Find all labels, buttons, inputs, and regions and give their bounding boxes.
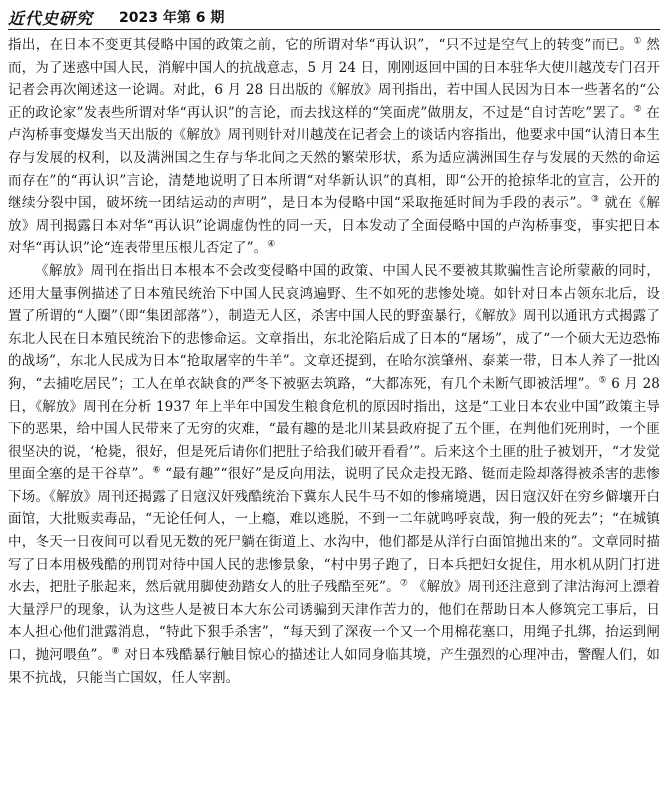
footnote-marker: ① [633,36,642,47]
paragraph-text: 指出，在日本不变更其侵略中国的政策之前，它的所谓对华“再认识”，“只不过是空气上的转变”而已。 [8,37,634,53]
issue-label: 2023 年第 6 期 [119,10,225,26]
journal-title: 近代史研究 [8,8,94,28]
paragraph-text: 《解放》周刊在指出日本根本不会改变侵略中国的政策、中国人民不要被其欺骗性言论所蒙蔽的同时，还用大量事例描述了日本殖民统治下中国人民哀鸿遍野、生不如死的悲惨处境。如针对日本占领东北后，设置了所谓的“人圈”（即“集团部落”），制造无人区，杀害中国人民的野蛮暴行，《解放》周刊以通讯方式揭露了东北人民在日本殖民统治下的悲惨命运。文章指出，东北沦陷后成了日本的“屠场”，成了“一个硕大无边恐怖的战场”，东北人民成为日本“抢取屠宰的牛羊”。文章还提到，在哈尔滨肇州、泰莱一带，日本人养了一批凶狗，“去捕吃居民”；工人在单衣缺食的严冬下被驱去筑路，“大都冻死，有几个未断气即被活埋”。 [8,262,660,392]
article-body [8,34,660,689]
paragraph-text: 6 月 28 日，《解放》周刊在分析 1937 年上半年中国发生粮食危机的原因时指出，这是“工业日本农业中国”政策主导下的恶果，给中国人民带来了无穷的灾难，“最有趣的是北川某县政府捉了五个匪，在判他们死刑时，一个匪很坚决的说，‘枪毙，很好，但是死后请你们把肚子给我们破开看看’”。后来这个土匪的肚子被划开，“才发觉里面全塞的是干谷草”。 [8,375,660,483]
paragraph-text: 对日本残酷暴行触目惊心的描述让人如同身临其境，产生强烈的心理冲击，警醒人们，如果不抗战，只能当亡国奴，任人宰割。 [8,647,660,686]
paragraph-text: 就在《解放》周刊揭露日本对华“再认识”论调虚伪性的同一天，日本发动了全面侵略中国的卢沟桥事变，事实把日本对华“再认识”论“连表带里压根儿否定了”。 [8,195,660,257]
body-paragraph [8,34,660,260]
footnote-marker: ⑦ [399,578,409,589]
footnote-marker: ② [633,104,642,115]
running-header [8,4,660,30]
footnote-marker: ⑥ [152,465,161,476]
footnote-marker: ⑤ [598,375,607,386]
paragraph-text: “最有趣”“很好”是反向用法，说明了民众走投无路、铤而走险却落得被杀害的悲惨下场。《解放》周刊还揭露了日寇汉奸残酷统治下冀东人民牛马不如的惨痛境遇，因日寇汉奸在穷乡僻壤开白面馆，大批贩卖毒品，“无论任何人，一上瘾，难以逃脱，不到一二年就鸣呼哀哉，狗一般的死去”；“在城镇中，冬天一日夜间可以看见无数的死尸躺在街道上、水沟中，他们都是从洋行白面馆抛出来的”。文章同时描写了日本用极残酷的刑罚对待中国人民的悲惨景象，“村中男子跑了，日本兵把妇女捉住，用水机从阴门打进水去，把肚子胀起来，然后就用脚使劲踏女人的肚子残酷至死”。 [8,466,660,596]
footnote-marker: ④ [267,239,276,250]
footnote-marker: ③ [590,194,600,205]
footnote-marker: ⑧ [111,646,120,657]
paragraph-text: 在卢沟桥事变爆发当天出版的《解放》周刊则针对川越茂在记者会上的谈话内容指出，他要求中国“认清日本生存与发展的权利，以及满洲国之生存与华北间之天然的繁荣形状，系为适应满洲国生存与发展的天然的命运而存在”的“再认识”言论，清楚地说明了日本所谓“对华新认识”的真相，即“公开的抢掠华北的宣言，公开的继续分裂中国，破坏统一团结运动的声明”，是日本为侵略中国“采取拖延时间为手段的表示”。 [8,104,660,212]
paragraph-text: 然而，为了迷惑中国人民，消解中国人的抗战意志，5 月 24 日，刚刚返回中国的日本驻华大使川越茂专门召开记者会再次阐述这一论调。对此，6 月 28 日出版的《解放》周刊指出，若中国人民因为日本一些著名的“公正的政论家”发表些所谓对华“再认识”的言论，而去找这样的“笑面虎”做朋友，不过是“自讨苦吃”罢了。 [8,37,660,121]
header-rule [8,29,660,30]
body-paragraph [8,260,660,689]
paragraph-text: 《解放》周刊还注意到了津沽海河上漂着大量浮尸的现象，认为这些人是被日本大东公司诱骗到天津作苦力的，他们在帮助日本人修筑完工事后，日本人担心他们泄露消息，“特此下狠手杀害”，“每天到了深夜一个又一个用棉花塞口，用绳子扎绑，抬运到闸口，抛河喂鱼”。 [8,579,660,664]
